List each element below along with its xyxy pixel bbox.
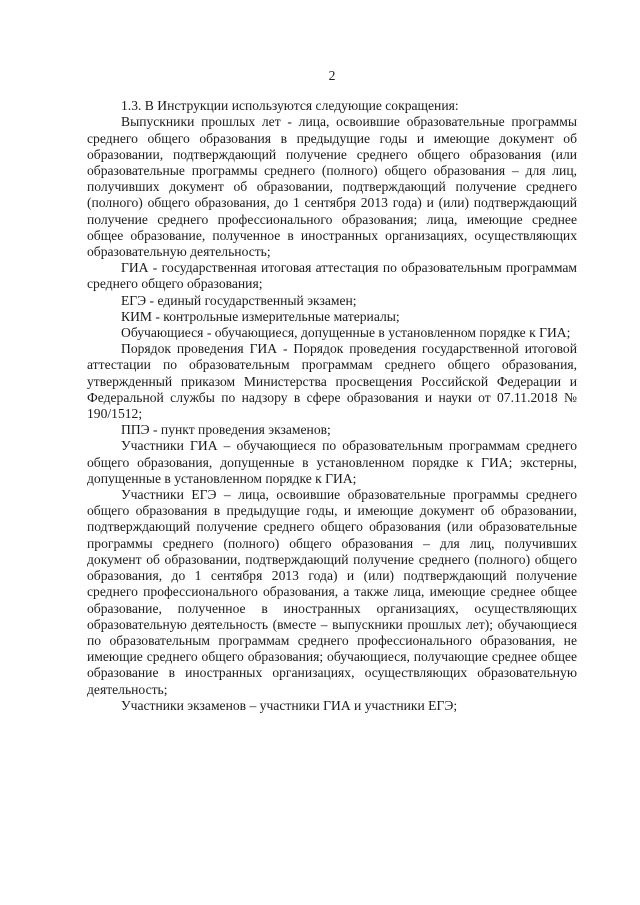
- definition-kim: КИМ - контрольные измерительные материалы;: [121, 308, 400, 324]
- definition-gia: ГИА - государственная итоговая аттестация по образовательным программам среднего общего образования;: [87, 260, 577, 292]
- definition-students: Обучающиеся - обучающиеся, допущенные в установленном порядке к ГИА;: [121, 325, 571, 341]
- definition-previous-years-graduates: Выпускники прошлых лет - лица, освоившие образовательные программы среднего общего образования в предыдущие годы и имеющие документ об образовании, подтверждающий получение среднего общего образования (или образовательные программы среднего (полного) общего образования – для лиц, получивших документ об образовании, подтверждающий получение среднего (полного) общего образования, до 1 сентября 2013 года) и (или) подтверждающий получение среднего профессионального образования; лица, имеющие среднее общее образование, полученное в иностранных организациях, осуществляющих образовательную деятельность;: [87, 114, 577, 260]
- page-number: 2: [328, 68, 336, 83]
- document-page: [87, 68, 577, 714]
- definition-gia-procedure: Порядок проведения ГИА - Порядок проведения государственной итоговой аттестации по образовательным программам среднего общего образования, утвержденный приказом Министерства просвещения Российской Федерации и Федеральной службы по надзору в сфере образования и науки от 07.11.2018 № 190/1512;: [87, 341, 577, 422]
- definition-ppe: ППЭ - пункт проведения экзаменов;: [121, 422, 331, 438]
- definition-gia-participants: Участники ГИА – обучающиеся по образовательным программам среднего общего образования, допущенные в установленном порядке к ГИА; экстерны, допущенные в установленном порядке к ГИА;: [87, 438, 577, 486]
- definition-exam-participants: Участники экзаменов – участники ГИА и участники ЕГЭ;: [121, 697, 458, 713]
- definition-ege: ЕГЭ - единый государственный экзамен;: [121, 292, 357, 308]
- definition-ege-participants: Участники ЕГЭ – лица, освоившие образовательные программы среднего общего образования в предыдущие годы, и имеющие документ об образовании, подтверждающий получение среднего общего образования (или образовательные программы среднего (полного) общего образования – для лиц, получивших документ об образовании, подтверждающий получение среднего (полного) общего образования, до 1 сентября 2013 года) и (или) подтверждающий получение среднего профессионального образования, а также лица, имеющие среднее общее образование, полученное в иностранных организациях, осуществляющих образовательную деятельность (вместе – выпускники прошлых лет); обучающиеся по образовательным программам среднего профессионального образования, не имеющие среднего общего образования; обучающиеся, получающие среднее общее образование в иностранных организациях, осуществляющих образовательную деятельность;: [87, 487, 577, 697]
- section-heading-abbreviations: 1.3. В Инструкции используются следующие сокращения:: [121, 98, 459, 114]
